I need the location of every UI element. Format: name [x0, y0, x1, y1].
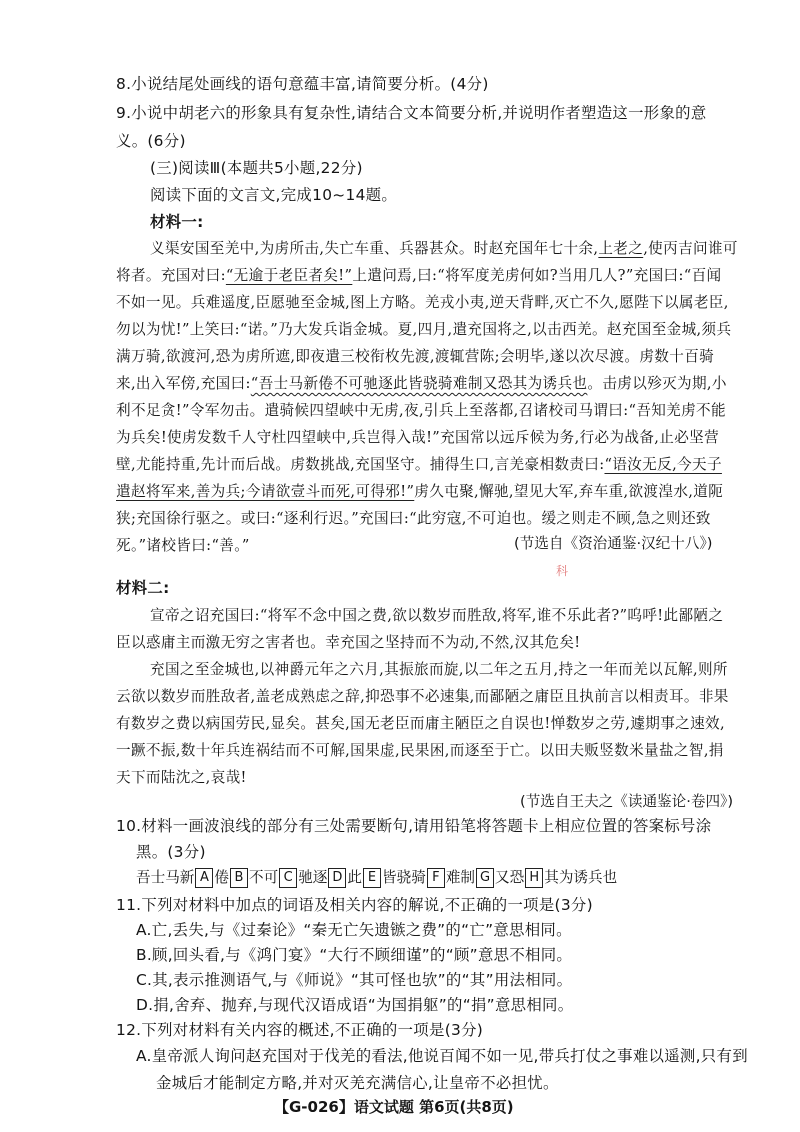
question-11-stem: 11.下列对材料中加点的词语及相关内容的解说,不正确的一项是(3分) [116, 896, 593, 914]
material1-line3: 不如一见。兵难遥度,臣愿驰至金城,图上方略。羌戎小夷,逆天背畔,灭亡不久,愿陛下以属老臣, [116, 294, 729, 311]
material2-line7: 天下而陆沈之,哀哉! [116, 769, 247, 786]
question-10-line2: 黑。(3分) [136, 843, 206, 861]
faint-red-stamp: 科 [556, 564, 569, 578]
wavy-underline-segment: “吾士马新倦不可驰逐此皆骁骑难制又恐其为诱兵也 [250, 375, 588, 392]
material1-line4: 勿以为忧!”上笑曰:“诺。”乃大发兵诣金城。夏,四月,遣充国将之,以击西羌。赵充国至金城,须兵 [116, 321, 732, 338]
material1-line7: 利不足贪!”令军勿击。遣骑候四望峡中无虏,夜,引兵上至落都,召诸校司马谓曰:“吾知羌虏不能 [116, 402, 726, 419]
question-9-line2: 义。(6分) [116, 132, 186, 150]
answer-box-f[interactable]: F [427, 868, 445, 888]
segment-text: 皆骁骑 [382, 869, 426, 886]
question-11-option-d: D.捐,舍弃、抛弃,与现代汉语成语“为国捐躯”的“捐”意思相同。 [136, 996, 574, 1014]
material1-line5: 满万骑,欲渡河,恐为虏所遮,即夜遣三校衔枚先渡,渡辄营陈;会明毕,遂以次尽渡。虏数十百骑 [116, 348, 715, 365]
segment-text: 又恐 [495, 869, 525, 886]
question-11-option-b: B.顾,回头看,与《鸿门宴》“大行不顾细谨”的“顾”意思不相同。 [136, 946, 573, 964]
segment-text: 此 [347, 869, 363, 886]
question-11-option-c: C.其,表示推测语气,与《师说》“其可怪也欤”的“其”用法相同。 [136, 971, 573, 989]
material1-line10: 遣赵将军来,善为兵;今请欲壹斗而死,可得邪!”虏久屯聚,懈驰,望见大军,弃车重,欲渡湟水,道阨 [116, 483, 724, 500]
answer-box-g[interactable]: G [476, 868, 494, 888]
segment-text: 难制 [445, 869, 476, 886]
material1-line8: 为兵矣!使虏发数千人守杜四望峡中,兵岂得入哉!”充国常以远斥候为务,行必为战备,止必坚营 [116, 429, 720, 446]
segment-text: 驰逐 [298, 869, 328, 886]
question-8: 8.小说结尾处画线的语句意蕴丰富,请简要分析。(4分) [116, 75, 489, 93]
material1-line6: 来,出入军傍,充国曰:“吾士马新倦不可驰逐此皆骁骑难制又恐其为诱兵也。击虏以殄灭为期,小 [116, 375, 727, 392]
section-instruction: 阅读下面的文言文,完成10~14题。 [150, 186, 398, 204]
material1-line12: 死。”诸校皆曰:“善。” [116, 537, 250, 554]
segment-text: 倦 [214, 869, 229, 886]
material2-line4: 云欲以数岁而胜敌者,盖老成熟虑之辞,抑恐事不必速集,而鄙陋之庸臣且执前言以相责耳。非果 [116, 688, 729, 705]
material2-line5: 有数岁之费以病国劳民,显矣。甚矣,国无老臣而庸主陋臣之自误也!惮数岁之劳,遽期事之速效, [116, 715, 725, 732]
question-12-stem: 12.下列对材料有关内容的概述,不正确的一项是(3分) [116, 1021, 484, 1039]
question-11-option-a: A.亡,丢失,与《过秦论》“秦无亡矢遗镞之费”的“亡”意思相同。 [136, 921, 572, 939]
answer-box-h[interactable]: H [525, 868, 543, 888]
material2-source: (节选自王夫之《读通鉴论·卷四》) [520, 793, 734, 810]
material1-line2: 将者。充国对曰:“无逾于老臣者矣!”上遣问焉,曰:“将军度羌虏何如?当用几人?”充国曰:“百闻 [116, 267, 722, 284]
answer-box-a[interactable]: A [195, 868, 213, 888]
segment-text: 不可 [249, 869, 279, 886]
segment-text: 其为诱兵也 [544, 869, 618, 886]
material2-line2: 臣以惑庸主而激无穷之害者也。幸充国之坚持而不为动,不然,汉其危矣! [116, 634, 581, 651]
answer-box-d[interactable]: D [328, 868, 346, 888]
question-9-line1: 9.小说中胡老六的形象具有复杂性,请结合文本简要分析,并说明作者塑造这一形象的意 [116, 104, 707, 122]
answer-box-c[interactable]: C [279, 868, 297, 888]
material1-line1: 义渠安国至羌中,为虏所击,失亡车重、兵器甚众。时赵充国年七十余,上老之,使丙吉问谁可 [150, 240, 738, 257]
question-10-line1: 10.材料一画波浪线的部分有三处需要断句,请用铅笔将答题卡上相应位置的答案标号涂 [116, 817, 712, 835]
question-10-answer-boxes [136, 868, 617, 888]
material2-line6: 一蹶不振,数十年兵连祸结而不可解,国果虚,民果困,而逐至于亡。以田夫贩竖数米量盐之智,捐 [116, 742, 724, 759]
material1-title: 材料一: [150, 213, 204, 231]
material1-source: (节选自《资治通鉴·汉纪十八》) [514, 535, 713, 552]
material1-line11: 狭;充国徐行驱之。或曰:“逐利行迟。”充国曰:“此穷寇,不可迫也。缓之则走不顾,急之则还致 [116, 510, 711, 527]
material2-line1: 宣帝之诏充国曰:“将军不念中国之费,欲以数岁而胜敌,将军,谁不乐此者?”呜呼!此鄙陋之 [150, 607, 724, 624]
segment-text: 吾士马新 [136, 869, 195, 886]
page-footer: 【G-026】语文试题 第6页(共8页) [274, 1098, 514, 1116]
question-12-option-a-line1: A.皇帝派人询问赵充国对于伐羌的看法,他说百闻不如一见,带兵打仗之事难以遥测,只有到 [136, 1047, 748, 1065]
question-12-option-a-line2: 金城后才能制定方略,并对灭羌充满信心,让皇帝不必担忧。 [156, 1074, 559, 1092]
material1-line9: 壁,尤能持重,先计而后战。虏数挑战,充国坚守。捕得生口,言羌豪相数责曰:“语汝无反,今天子 [116, 456, 722, 473]
material2-title: 材料二: [116, 579, 170, 597]
answer-box-e[interactable]: E [363, 868, 381, 888]
answer-box-b[interactable]: B [230, 868, 248, 888]
section-heading: (三)阅读Ⅲ(本题共5小题,22分) [150, 159, 363, 177]
material2-line3: 充国之至金城也,以神爵元年之六月,其振旅而旋,以二年之五月,持之一年而羌以瓦解,则所 [150, 661, 728, 678]
